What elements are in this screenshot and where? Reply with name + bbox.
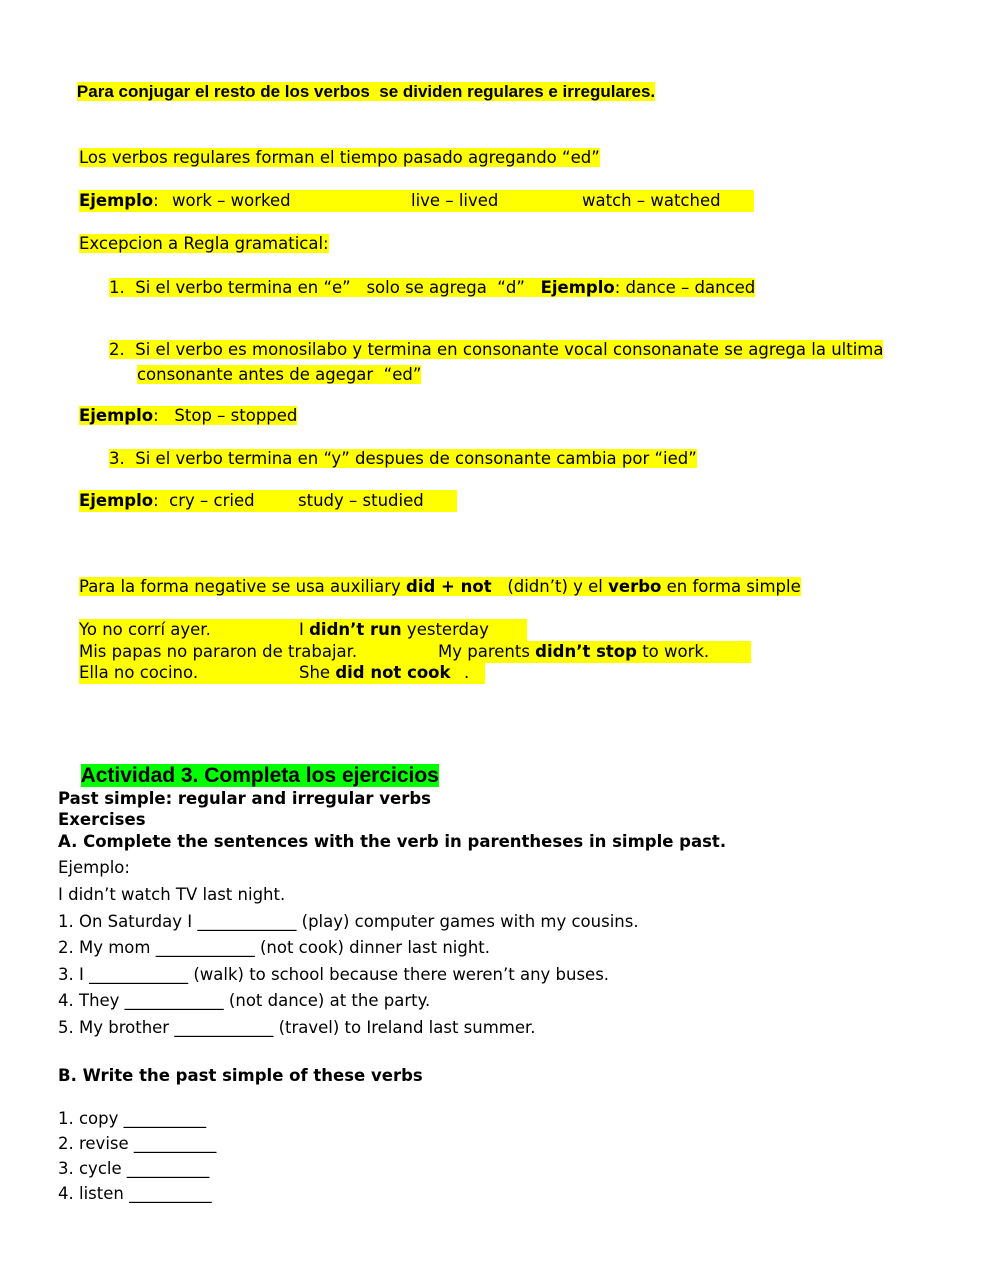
rule-1: 1. Si el verbo termina en “e” solo se agrega “d” Ejemplo: dance – danced — [108, 278, 756, 297]
negative-example-3: Ella no cocino. She did not cook . — [58, 640, 485, 706]
activity-subtitle: Past simple: regular and irregular verbs — [58, 789, 431, 808]
example-regular: Ejemplo: work – worked live – lived watch – watched — [58, 168, 754, 234]
section-a-example-label: Ejemplo: — [58, 858, 130, 877]
exercise-b-item-4[interactable]: 4. listen __________ — [58, 1184, 212, 1203]
exercises-label: Exercises — [58, 810, 146, 829]
activity-title: Actividad 3. Completa los ejercicios — [80, 764, 439, 787]
intro-heading: Para conjugar el resto de los verbos se dividen regulares e irregulares. — [76, 82, 656, 101]
section-a-example: I didn’t watch TV last night. — [58, 885, 286, 904]
exercise-a-item-2[interactable]: 2. My mom ____________ (not cook) dinner last night. — [58, 938, 491, 957]
section-a-title: A. Complete the sentences with the verb in parentheses in simple past. — [58, 832, 727, 851]
exercise-b-item-1[interactable]: 1. copy __________ — [58, 1109, 207, 1128]
exercise-b-item-2[interactable]: 2. revise __________ — [58, 1134, 217, 1153]
negative-example-2: Mis papas no pararon de trabajar. My parents didn’t stop to work. — [58, 619, 751, 685]
negative-example-1: Yo no corrí ayer. I didn’t run yesterday — [58, 597, 527, 663]
exception-title: Excepcion a Regla gramatical: — [78, 234, 329, 253]
rule-2: 2. Si el verbo es monosilabo y termina en consonante vocal consonanate se agrega la ultima — [108, 340, 884, 359]
exercise-a-item-1[interactable]: 1. On Saturday I ____________ (play) computer games with my cousins. — [58, 912, 639, 931]
example-stop: Ejemplo: Stop – stopped — [78, 406, 298, 425]
exercise-a-item-4[interactable]: 4. They ____________ (not dance) at the party. — [58, 991, 431, 1010]
section-b-title: B. Write the past simple of these verbs — [58, 1066, 423, 1085]
regular-rule: Los verbos regulares forman el tiempo pasado agregando “ed” — [78, 148, 600, 167]
negative-rule: Para la forma negative se usa auxiliary did + not (didn’t) y el verbo en forma simple — [78, 577, 801, 596]
rule-3: 3. Si el verbo termina en “y” despues de consonante cambia por “ied” — [108, 449, 697, 468]
exercise-b-item-3[interactable]: 3. cycle __________ — [58, 1159, 210, 1178]
exercise-a-item-5[interactable]: 5. My brother ____________ (travel) to Ireland last summer. — [58, 1018, 536, 1037]
rule-2-cont: consonante antes de agegar “ed” — [136, 365, 422, 384]
exercise-a-item-3[interactable]: 3. I ____________ (walk) to school because there weren’t any buses. — [58, 965, 610, 984]
example-cry: Ejemplo: cry – cried study – studied — [58, 468, 457, 534]
